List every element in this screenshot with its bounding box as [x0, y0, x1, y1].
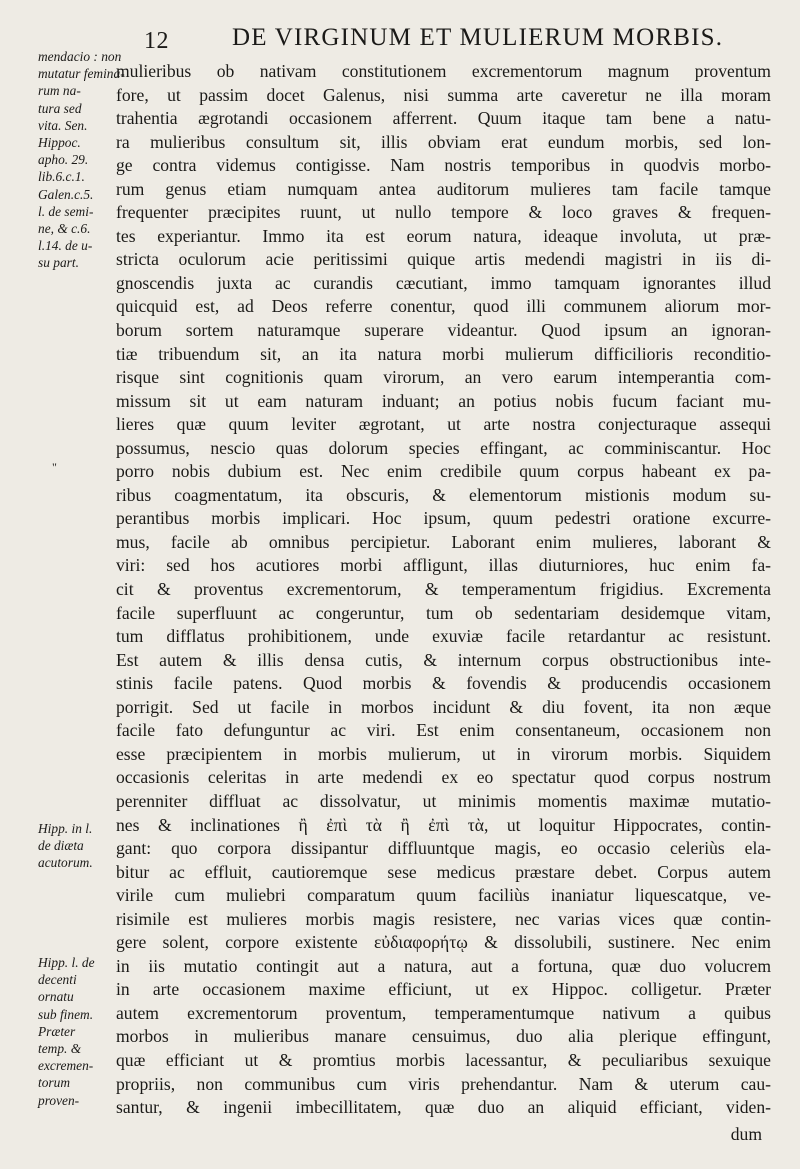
- margin-note-line: de diæta: [38, 838, 84, 854]
- margin-note-line: ne, & c.6.: [38, 221, 91, 237]
- page-header: [140, 24, 770, 54]
- margin-note-line: l. de semi-: [38, 203, 94, 219]
- margin-note-line: decenti: [38, 972, 77, 988]
- text-line: bitur ac effluit, cautioremque sese medicus præstare debet. Corpus autem: [116, 861, 771, 882]
- margin-note-line: mendacio : non: [38, 49, 122, 64]
- text-line: perantibus morbis implicari. Hoc ipsum, quum pedestri oratione excurre-: [116, 508, 771, 529]
- running-head: DE VIRGINUM ET MULIERUM MORBIS.: [232, 24, 724, 51]
- margin-note-line: lib.6.c.1.: [38, 169, 85, 185]
- text-line: risimile est mulieres morbis magis resistere, nec varias vices quæ contin-: [116, 908, 771, 929]
- margin-note-line: mutatur femina-: [38, 66, 125, 82]
- text-line: virile cum muliebri comparatum quum faciliùs inaniatur liquescatque, ve-: [116, 885, 771, 906]
- text-line: rum genus etiam numquam antea auditorum mulieres tam facile tamque: [116, 178, 771, 199]
- margin-note-line: Hippoc.: [38, 135, 81, 151]
- margin-note-line: apho. 29.: [38, 152, 89, 168]
- text-line: ribus coagmentatum, ita obscuris, & elementorum mistionis modum su-: [116, 484, 771, 505]
- margin-note-line: acutorum.: [38, 855, 93, 871]
- margin-note-line: tura sed: [38, 100, 82, 116]
- text-line: ge contra videmus contigisse. Nam nostris temporibus in quodvis morbo-: [116, 155, 771, 176]
- text-line: occasionis celeritas in arte medendi ex eo spectatur quod corpus nostrum: [116, 767, 771, 788]
- margin-note-line: temp. &: [38, 1041, 82, 1057]
- margin-note-3: [38, 954, 122, 1109]
- text-line: borum sortem naturamque superare videantur. Quod ipsum an ignoran-: [116, 320, 771, 341]
- text-line: trahentia ægrotandi occasionem afferrent. Quum itaque tam bene a natu-: [116, 108, 771, 129]
- text-line: mulieribus ob nativam constitutionem excrementorum magnum proventum: [116, 61, 771, 81]
- margin-note-2: [38, 820, 122, 872]
- text-line: frequenter præcipites ruunt, ut nullo tempore & loco graves & frequen-: [116, 202, 771, 223]
- stray-mark: ": [52, 460, 57, 474]
- margin-note-line: vita. Sen.: [38, 117, 88, 133]
- text-line: quicquid est, ad Deos referre conentur, quod illi communem aliorum mor-: [116, 296, 771, 317]
- text-line: morbos in mulieribus manare censuimus, duo alia plerique effingunt,: [116, 1026, 771, 1047]
- margin-note-line: Hipp. in l.: [38, 821, 93, 836]
- text-line: facile fato defunguntur ac viri. Est enim consentaneum, occasionem non: [116, 720, 771, 741]
- text-line: in iis mutatio contingit aut a natura, aut a fortuna, quæ duo volucrem: [116, 955, 771, 976]
- text-line: gant: quo corpora dissipantur diffluuntque magis, eo occasio celeriùs ela-: [116, 838, 771, 859]
- text-line: missum sit ut eam naturam induant; an potius nobis fucum faciant mu-: [116, 390, 771, 411]
- margin-note-line: torum: [38, 1075, 70, 1091]
- text-line: gnoscendis juxta ac curandis cæcutiant, immo tamquam ignorantes illud: [116, 272, 771, 293]
- text-line: porrigit. Sed ut facile in morbos incidunt & diu fovent, ita non æque: [116, 696, 771, 717]
- text-line: Est autem & illis densa cutis, & internum corpus obstructionibus inte-: [116, 649, 771, 670]
- text-line: possumus, nescio quas dolorum species effingant, ac comminiscantur. Hoc: [116, 437, 771, 458]
- text-line: stricta oculorum acie peritissimi quique artis medendi magistri in iis di-: [116, 249, 771, 270]
- margin-note-line: proven-: [38, 1092, 80, 1108]
- margin-note-1: [38, 48, 125, 272]
- margin-note-line: Præter: [38, 1023, 76, 1039]
- text-line: tum difflatus prohibitionem, unde exuviæ facile retardantur ac resistunt.: [116, 626, 771, 647]
- text-line: propriis, non communibus cum viris prehendantur. Nam & uterum cau-: [116, 1073, 771, 1094]
- text-line: facile superfluunt ac congeruntur, tum ob sedentariam desidemque vitam,: [116, 602, 771, 623]
- margin-note-line: Hipp. l. de: [38, 955, 95, 970]
- text-line: ra mulieribus consultum sit, illis obviam erat eundum morbis, sed lon-: [116, 131, 771, 152]
- text-line: porro nobis dubium est. Nec enim credibile quum corpus habeant ex pa-: [116, 461, 771, 482]
- margin-note-line: su part.: [38, 255, 79, 271]
- text-line: fore, ut passim docet Galenus, nisi summa arte caveretur ne illa moram: [116, 84, 771, 105]
- margin-note-line: ornatu: [38, 989, 74, 1005]
- margin-note-line: excremen-: [38, 1058, 94, 1074]
- text-line: tiæ tribuendum sit, an ita natura morbi mulierum difficilioris reconditio-: [116, 343, 771, 364]
- text-line: viri: sed hos acutiores morbi affligunt, illas diuturniores, huc enim fa-: [116, 555, 771, 576]
- catchword: dum: [730, 1124, 762, 1144]
- text-line: risque sint cognitionis quam virorum, an vero earum intemperantia com-: [116, 367, 771, 388]
- text-line: lieres quæ quum leviter ægrotant, ut arte nostra conjecturaque assequi: [116, 414, 771, 435]
- text-line: mus, facile ab omnibus percipietur. Laborant enim mulieres, laborant &: [116, 531, 771, 552]
- margin-note-line: rum na-: [38, 83, 81, 99]
- body-text: [116, 60, 771, 1120]
- text-line: nes & inclinationes ἢ ἐπὶ τὰ ἢ ἐπὶ τὰ, ut loquitur Hippocrates, contin-: [116, 814, 771, 835]
- margin-note-line: sub finem.: [38, 1006, 94, 1022]
- text-line: esse præcipientem in morbis mulierum, ut in virorum morbis. Siquidem: [116, 743, 771, 764]
- text-line: cit & proventus excrementorum, & temperamentum frigidius. Excrementa: [116, 579, 771, 600]
- text-line: quæ efficiant ut & promtius morbis lacessantur, & peculiaribus sexuique: [116, 1049, 771, 1070]
- text-line: santur, & ingenii imbecillitatem, quæ duo an aliquid efficiant, viden-: [116, 1097, 771, 1118]
- page-number: 12: [144, 28, 169, 54]
- text-line: perenniter diffluat ac dissolvatur, ut minimis momentis maximæ mutatio-: [116, 790, 771, 811]
- text-line: gere solent, corpore existente εὐδιαφορήτῳ & dissolubili, sustinere. Nec enim: [116, 932, 771, 953]
- margin-note-line: l.14. de u-: [38, 238, 93, 254]
- text-line: tes experiantur. Immo ita est eorum natura, ideaque involuta, ut præ-: [116, 225, 771, 246]
- margin-note-line: Galen.c.5.: [38, 186, 94, 202]
- text-line: stinis facile patens. Quod morbis & fovendis & producendis occasionem: [116, 673, 771, 694]
- text-line: autem excrementorum proventum, temperamentumque nativum a quibus: [116, 1002, 771, 1023]
- text-line: in arte occasionem maxime efficiunt, ut ex Hippoc. colligetur. Præter: [116, 979, 771, 1000]
